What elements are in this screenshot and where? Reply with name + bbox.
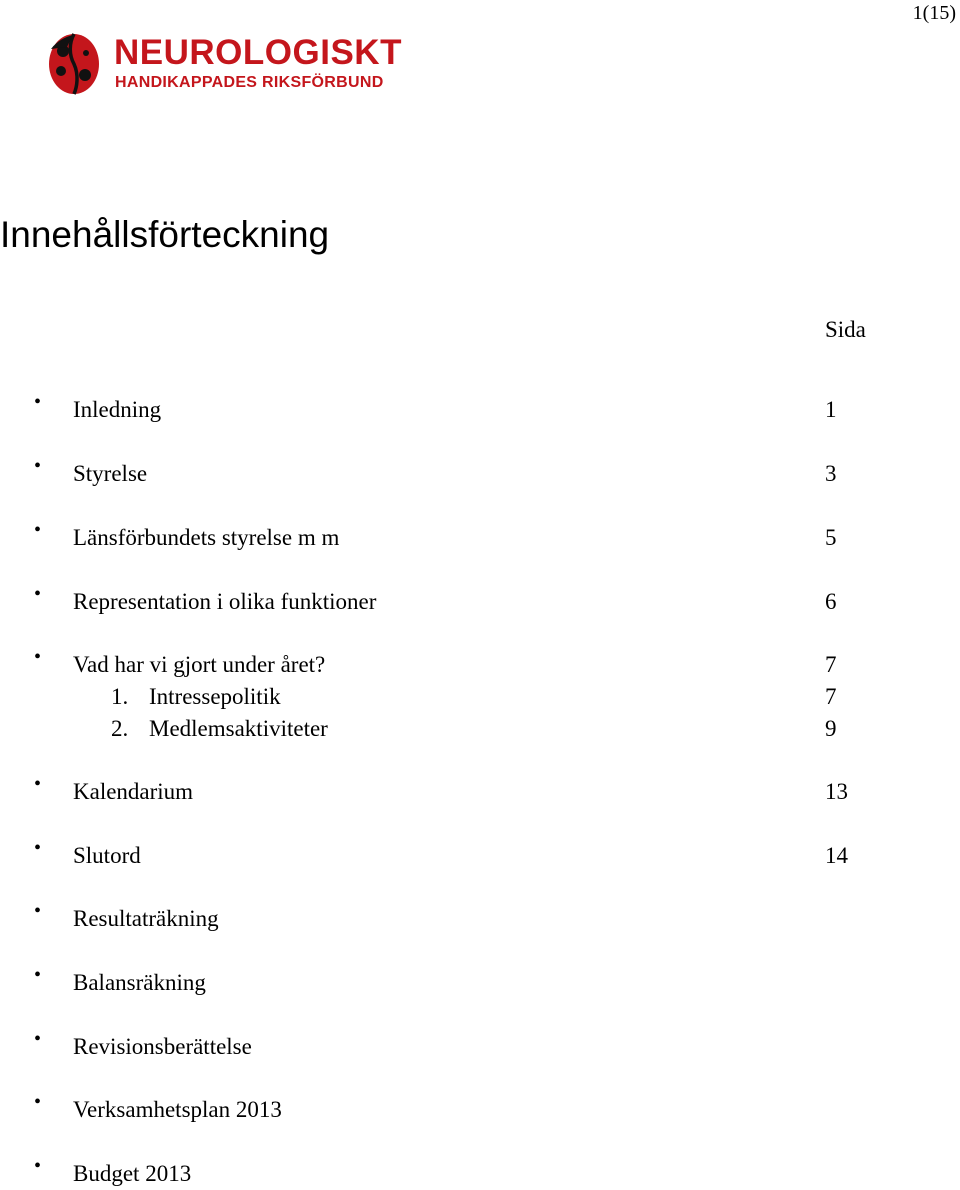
document-title: Innehållsförteckning <box>0 214 330 255</box>
toc-entry-label: Revisionsberättelse <box>73 1034 252 1059</box>
toc-entry-page: 6 <box>825 589 837 614</box>
toc-entry <box>0 455 960 490</box>
toc-entry-page: 1 <box>825 397 837 422</box>
bullet-icon: • <box>34 455 42 477</box>
toc-entry-label: Inledning <box>73 397 162 422</box>
toc-entry <box>0 1028 960 1063</box>
toc-entry-label: Slutord <box>73 843 141 868</box>
bullet-icon: • <box>34 391 42 413</box>
bullet-icon: • <box>34 964 42 986</box>
toc-subentry-number: 1. <box>111 684 129 709</box>
bullet-icon: • <box>34 1028 42 1050</box>
toc-subentry-label: Intressepolitik <box>149 684 281 709</box>
page-number: 1(15) <box>912 2 956 24</box>
toc-subentry-page: 7 <box>825 684 837 709</box>
toc-entry-label: Kalendarium <box>73 779 194 804</box>
page-column-label: Sida <box>825 317 866 342</box>
toc-entry-label: Balansräkning <box>73 970 206 995</box>
toc-entry <box>0 1155 960 1190</box>
toc-entry-page: 13 <box>825 779 848 804</box>
bullet-icon: • <box>34 646 42 668</box>
toc-subentry <box>0 685 960 713</box>
bullet-icon: • <box>34 773 42 795</box>
logo-subtitle: HANDIKAPPADES RIKSFÖRBUND <box>115 74 384 91</box>
bullet-icon: • <box>34 1155 42 1177</box>
toc-entry-page: 3 <box>825 461 837 486</box>
toc-entry <box>0 900 960 935</box>
toc-entry-page: 14 <box>825 843 848 868</box>
toc-entry <box>0 519 960 554</box>
toc-entry-label: Styrelse <box>73 461 148 486</box>
toc-subentry-label: Medlemsaktiviteter <box>149 716 328 741</box>
bullet-icon: • <box>34 837 42 859</box>
logo-title: NEUROLOGISKT <box>114 33 402 72</box>
toc-entry <box>0 583 960 618</box>
ladybug-icon <box>47 31 103 97</box>
toc-entry <box>0 1091 960 1126</box>
toc-entry <box>0 837 960 872</box>
toc-entry-label: Länsförbundets styrelse m m <box>73 525 340 550</box>
toc-entry-label: Verksamhetsplan 2013 <box>73 1097 282 1122</box>
toc-subentry-page: 9 <box>825 716 837 741</box>
toc-entry <box>0 391 960 426</box>
toc-entry <box>0 773 960 808</box>
toc-entry-label: Resultaträkning <box>73 906 219 931</box>
bullet-icon: • <box>34 1091 42 1113</box>
toc-entry-page: 5 <box>825 525 837 550</box>
toc-entry-label: Budget 2013 <box>73 1161 192 1186</box>
toc-entry <box>0 646 960 681</box>
bullet-icon: • <box>34 900 42 922</box>
bullet-icon: • <box>34 519 42 541</box>
toc-entry-page: 7 <box>825 652 837 677</box>
toc-entry-label: Representation i olika funktioner <box>73 589 377 614</box>
toc-entry-label: Vad har vi gjort under året? <box>73 652 326 677</box>
toc-entry <box>0 964 960 999</box>
toc-subentry <box>0 717 960 745</box>
bullet-icon: • <box>34 583 42 605</box>
toc-subentry-number: 2. <box>111 716 129 741</box>
